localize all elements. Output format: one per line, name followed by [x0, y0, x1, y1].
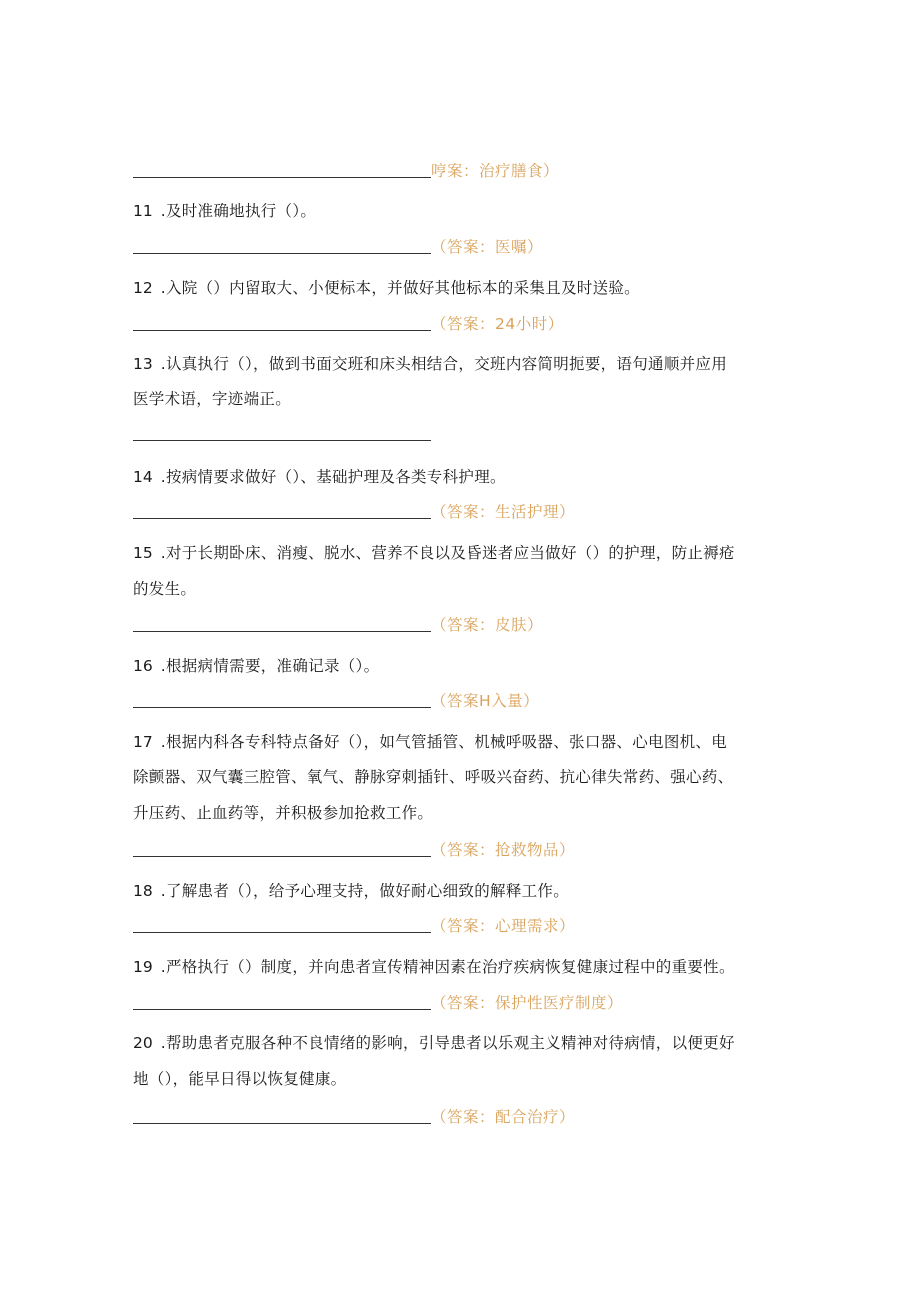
- answer-blank: [133, 995, 431, 1010]
- question-15-continued: [133, 578, 196, 600]
- question-17-continued-1: [133, 766, 733, 788]
- answer-row-16: [133, 690, 539, 712]
- answer-row-14: [133, 501, 575, 523]
- question-13: [133, 353, 727, 375]
- answer-blank: [133, 239, 431, 254]
- answer-row-13: [133, 426, 431, 448]
- question-16: [133, 655, 379, 677]
- answer-blank: [133, 163, 431, 178]
- answer-blank: [133, 316, 431, 331]
- question-18: [133, 880, 569, 902]
- question-text: 地（），能早日得以恢复健康。: [133, 1070, 347, 1088]
- question-number: 12: [133, 279, 153, 297]
- question-number: 18: [133, 882, 153, 900]
- question-20: [133, 1032, 735, 1054]
- answer-text: （答案：皮肤）: [431, 616, 544, 634]
- question-text: .根据内科各专科特点备好（），如气管插管、机械呼吸器、张口器、心电图机、电: [160, 733, 728, 751]
- question-text: .及时准确地执行（）。: [160, 202, 317, 220]
- question-text: .根据病情需要，准确记录（）。: [160, 657, 380, 675]
- answer-text: 哼案：治疗膳食）: [431, 162, 560, 180]
- answer-blank: [133, 693, 431, 708]
- answer-row-12: [133, 313, 564, 335]
- question-number: 15: [133, 544, 153, 562]
- question-number: 19: [133, 958, 153, 976]
- question-11: [133, 200, 316, 222]
- answer-row-17: [133, 839, 575, 861]
- answer-row-18: [133, 915, 575, 937]
- answer-blank: [133, 842, 431, 857]
- answer-blank: [133, 918, 431, 933]
- question-text: .按病情要求做好（）、基础护理及各类专科护理。: [160, 468, 506, 486]
- question-13-continued: [133, 388, 291, 410]
- question-20-continued: [133, 1068, 346, 1090]
- answer-row-19: [133, 992, 623, 1014]
- answer-row-20: [133, 1106, 575, 1128]
- answer-text: （答案：配合治疗）: [431, 1108, 576, 1126]
- answer-row-10: [133, 160, 559, 182]
- question-12: [133, 277, 640, 299]
- answer-blank: [133, 617, 431, 632]
- question-number: 14: [133, 468, 153, 486]
- answer-text: （答案：抢救物品）: [431, 841, 576, 859]
- question-text: 除颤器、双气囊三腔管、氧气、静脉穿刺插针、呼吸兴奋药、抗心律失常药、强心药、: [133, 768, 734, 786]
- answer-text: （答案：心理需求）: [431, 917, 576, 935]
- question-text: .了解患者（），给予心理支持，做好耐心细致的解释工作。: [160, 882, 570, 900]
- answer-row-15: [133, 614, 543, 636]
- question-19: [133, 956, 735, 978]
- question-17: [133, 731, 727, 753]
- question-text: .认真执行（），做到书面交班和床头相结合，交班内容简明扼要，语句通顺并应用: [160, 355, 728, 373]
- question-text: 升压药、止血药等，并积极参加抢救工作。: [133, 804, 434, 822]
- question-text: .帮助患者克服各种不良情绪的影响，引导患者以乐观主义精神对待病情，以便更好: [160, 1034, 735, 1052]
- answer-text: （答案：保护性医疗制度）: [431, 994, 624, 1012]
- question-number: 16: [133, 657, 153, 675]
- question-number: 11: [133, 202, 153, 220]
- question-17-continued-2: [133, 802, 433, 824]
- question-text: .入院（）内留取大、小便标本，并做好其他标本的采集且及时送验。: [160, 279, 640, 297]
- answer-row-11: [133, 236, 543, 258]
- answer-blank: [133, 504, 431, 519]
- question-number: 17: [133, 733, 153, 751]
- question-15: [133, 542, 735, 564]
- answer-text: （答案：医嘱）: [431, 238, 544, 256]
- question-number: 20: [133, 1034, 153, 1052]
- answer-blank: [133, 1109, 431, 1124]
- answer-text: （答案H入量）: [431, 692, 540, 710]
- answer-blank: [133, 426, 431, 441]
- answer-text: （答案：生活护理）: [431, 503, 576, 521]
- question-14: [133, 466, 506, 488]
- question-text: .严格执行（）制度，并向患者宣传精神因素在治疗疾病恢复健康过程中的重要性。: [160, 958, 735, 976]
- answer-text: （答案：24小时）: [431, 315, 564, 333]
- question-text: .对于长期卧床、消瘦、脱水、营养不良以及昏迷者应当做好（）的护理，防止褥疮: [160, 544, 735, 562]
- question-text: 医学术语，字迹端正。: [133, 390, 292, 408]
- question-text: 的发生。: [133, 580, 197, 598]
- question-number: 13: [133, 355, 153, 373]
